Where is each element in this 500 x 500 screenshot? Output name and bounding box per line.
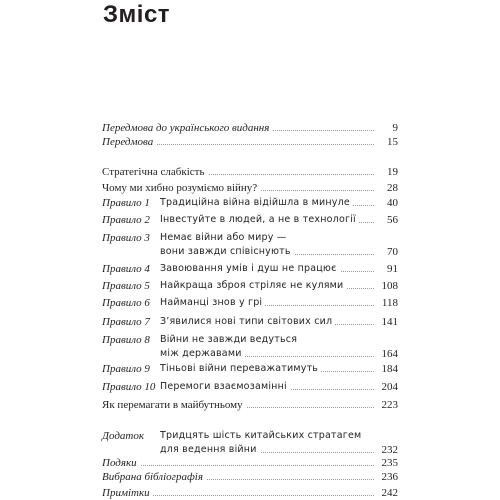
toc-entry-title: Завоювання умів і душ не працює — [160, 262, 340, 276]
toc-entry-title: Чому ми хибно розуміємо війну? — [102, 181, 260, 195]
toc-entry-title: Традиційна війна відійшла в минуле — [160, 196, 353, 210]
toc-entry-title: Примітки — [102, 486, 153, 500]
toc-entry-label: Правило 3 — [102, 232, 150, 244]
toc-entry-label: Правило 1 — [102, 197, 150, 209]
toc-entry-page: 28 — [384, 181, 398, 195]
toc-entry-page: 242 — [379, 486, 399, 500]
toc-entry-page: 232 — [379, 443, 399, 457]
toc-entry-page: 40 — [384, 196, 398, 210]
toc-entry-label: Правило 5 — [102, 280, 150, 292]
toc-entry-label: Правило 10 — [102, 381, 156, 393]
toc-entry-page: 15 — [384, 135, 398, 149]
toc-entry-page: 9 — [390, 121, 399, 135]
toc-entry-title: Найкраща зброя стріляє не кулями — [160, 279, 346, 293]
toc-entry-page: 56 — [384, 213, 398, 227]
toc-entry-label: Правило 7 — [102, 316, 150, 328]
toc-entry-page: 70 — [384, 245, 398, 259]
toc-entry-title: Війни не завжди ведуться — [160, 333, 300, 347]
toc-entry-page: 91 — [384, 262, 398, 276]
toc-entry-title: Як перемагати в майбутньому — [102, 398, 246, 412]
toc-entry-page: 141 — [379, 315, 399, 329]
toc-entry-title: Найманці знов у грі — [160, 296, 265, 310]
toc-entry-label: Правило 4 — [102, 263, 150, 275]
toc-entry-title-cont: для ведення війни — [160, 443, 260, 457]
toc-entry-page: 204 — [379, 380, 399, 394]
toc-entry-label: Правило 6 — [102, 297, 150, 309]
toc-entry-title: З’явилися нові типи світових сил — [160, 315, 335, 329]
leader-dots — [102, 465, 374, 466]
toc-entry-page: 184 — [379, 362, 399, 376]
toc-entry-page: 235 — [379, 456, 399, 470]
toc-entry-title: Передмова до українського видання — [102, 121, 272, 135]
toc-entry-page: 164 — [379, 347, 399, 361]
toc-entry-title: Перемоги взаємозамінні — [160, 380, 290, 394]
toc-entry-label: Правило 2 — [102, 214, 150, 226]
page-title: Зміст — [103, 1, 171, 28]
toc-entry-title: Інвестуйте в людей, а не в технології — [160, 213, 359, 227]
toc-entry-title-cont: вони завжди співіснують — [160, 245, 294, 259]
toc-entry-title: Стратегічна слабкість — [102, 165, 208, 179]
toc-entry-label: Правило 8 — [102, 334, 150, 346]
toc-entry-page: 108 — [379, 279, 399, 293]
toc-entry-title-cont: між державами — [160, 347, 245, 361]
toc-entry-title: Вибрана бібліографія — [102, 470, 206, 484]
toc-entry-page: 223 — [379, 398, 399, 412]
toc-entry-title: Тіньові війни переважатимуть — [160, 362, 321, 376]
toc-entry-title: Тридцять шість китайських стратагем — [160, 429, 364, 443]
toc-entry-label: Додаток — [102, 430, 145, 442]
toc-entry-page: 19 — [384, 165, 398, 179]
toc-entry-title: Немає війни або миру — — [160, 231, 289, 245]
toc-entry-page: 236 — [379, 470, 399, 484]
toc-entry-page: 118 — [379, 296, 398, 310]
toc-entry-title: Передмова — [102, 135, 156, 149]
toc-entry-label: Правило 9 — [102, 363, 150, 375]
toc-entry-title: Подяки — [102, 456, 140, 470]
